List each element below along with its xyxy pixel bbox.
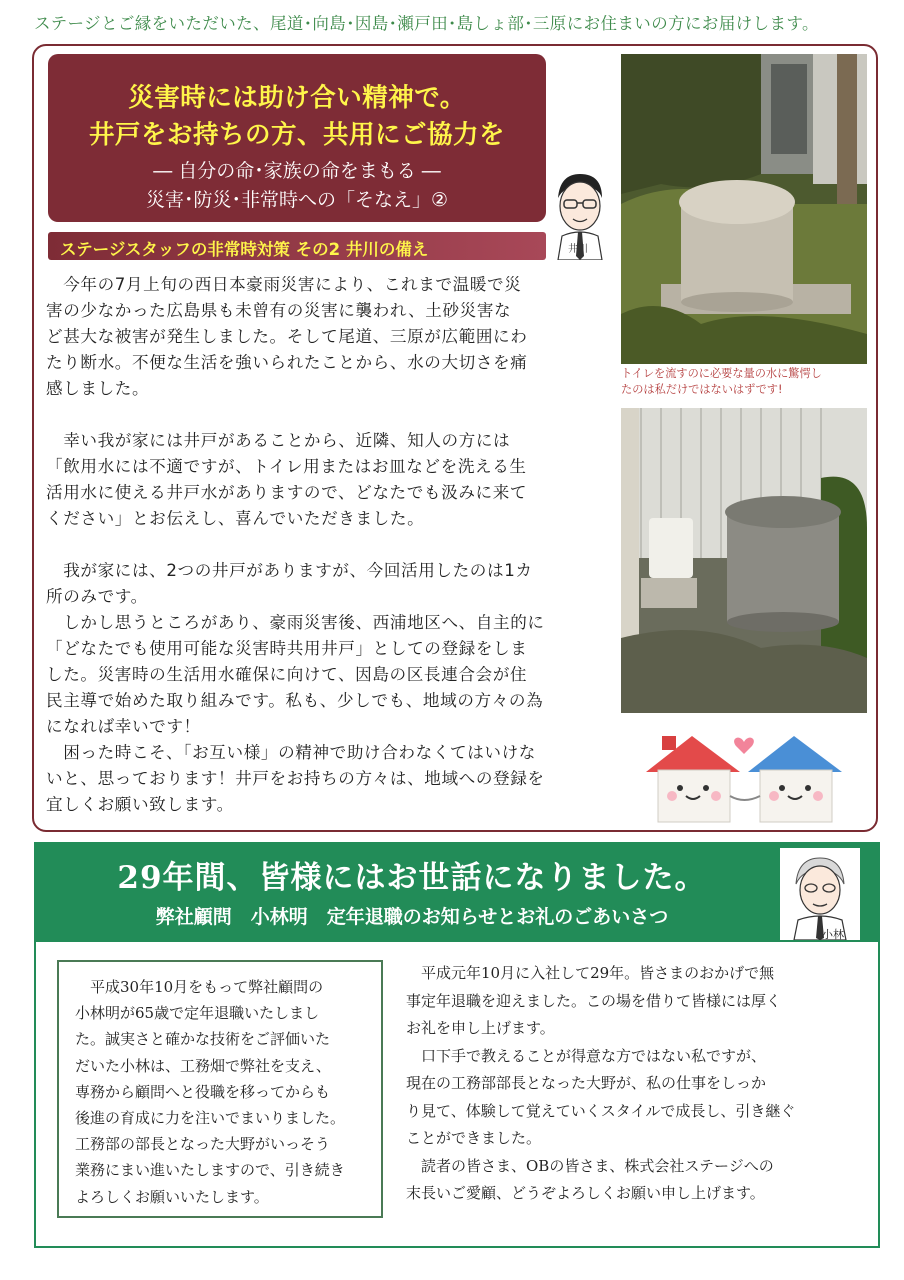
notice-line: た。誠実さと確かな技術をご評価いた xyxy=(75,1030,331,1049)
notice-line: 工務部の部長となった大野がいっそう xyxy=(75,1135,331,1154)
body-line: ください」とお伝えし、喜んでいただきました。 xyxy=(46,509,425,528)
well-photo-1 xyxy=(621,54,867,364)
well-photo-2 xyxy=(621,408,867,713)
body-line: 我が家には、2つの井戸がありますが、今回活用したのは1カ xyxy=(46,561,533,580)
message-line: 現在の工務部部長となった大野が、私の仕事をしっか xyxy=(406,1074,767,1092)
advisor-name-label: 小林 xyxy=(822,928,844,941)
body-line: たり断水。不便な生活を強いられたことから、水の大切さを痛 xyxy=(46,353,528,372)
notice-line: 後進の育成に力を注いでまいりました。 xyxy=(75,1109,346,1128)
headline-line1: 災害時には助け合い精神で。 xyxy=(128,83,466,113)
paragraph-gap xyxy=(46,532,608,558)
subhead-line1: ― 自分の命･家族の命をまもる ― xyxy=(153,160,441,182)
body-line: になれば幸いです！ xyxy=(46,717,201,736)
body-line: ど甚大な被害が発生しました。そして尾道、三原が広範囲にわ xyxy=(46,327,528,346)
body-line: いと、思っております！井戸をお持ちの方々は、地域への登録を xyxy=(46,769,545,788)
message-line: ことができました。 xyxy=(406,1129,542,1147)
notice-line: よろしくお願いいたします。 xyxy=(75,1187,269,1206)
body-line: しかし思うところがあり、豪雨災害後、西浦地区へ、自主的に xyxy=(46,613,545,632)
notice-line: 平成30年10月をもって弊社顧問の xyxy=(75,978,324,996)
message-line: 読者の皆さま、OBの皆さま、株式会社ステージへの xyxy=(406,1156,774,1175)
message-line: 末長いご愛顧、どうぞよろしくお願い申し上げます。 xyxy=(406,1184,765,1202)
photo-caption xyxy=(621,366,869,398)
retirement-subtitle: 弊社顧問 小林明 定年退職のお知らせとお礼のごあいさつ xyxy=(155,906,669,928)
advisor-portrait-illustration xyxy=(780,848,860,940)
section-title: ステージスタッフの非常時対策 その2 井川の備え xyxy=(60,240,429,259)
body-line: 活用水に使える井戸水がありますので、どなたでも汲みに来て xyxy=(46,483,528,502)
message-line: お礼を申し上げます。 xyxy=(406,1019,555,1037)
caption-line: たのは私だけではないはずです! xyxy=(621,383,783,396)
body-line: 所のみです。 xyxy=(46,587,148,606)
body-line: 「飲用水には不適ですが、トイレ用またはお皿などを洗える生 xyxy=(46,457,527,476)
caption-line: トイレを流すのに必要な量の水に驚愕し xyxy=(621,367,822,380)
retirement-title: 29年間、皆様にはお世話になりました。 xyxy=(117,860,707,896)
staff-name-label: 井川 xyxy=(568,244,588,255)
subhead-line2: 災害･防災･非常時への「そなえ」② xyxy=(145,189,449,211)
message-line: 口下手で教えることが得意な方ではない私ですが、 xyxy=(406,1046,767,1065)
notice-line: 業務にまい進いたしますので、引き続き xyxy=(75,1161,345,1180)
body-line: した。災害時の生活用水確保に向けて、因島の区長連合会が住 xyxy=(46,665,528,684)
headline-line2: 井戸をお持ちの方、共用にご協力を xyxy=(88,120,505,150)
paragraph-gap xyxy=(46,402,608,428)
body-line: 感しました。 xyxy=(46,379,150,398)
retirement-notice-box xyxy=(57,960,383,1218)
notice-line: 小林明が65歳で定年退職いたしまし xyxy=(75,1004,320,1023)
message-line: 事定年退職を迎えました。この場を借りて皆様には厚く xyxy=(406,991,782,1010)
body-line: 困った時こそ、「お互い様」の精神で助け合わなくてはいけな xyxy=(46,743,536,762)
message-line: り見て、体験して覚えていくスタイルで成長し、引き継ぐ xyxy=(406,1101,796,1120)
body-line: 「どなたでも使用可能な災害時共用井戸」としての登録をしま xyxy=(46,639,528,658)
body-line: 今年の7月上旬の西日本豪雨災害により、これまで温暖で災 xyxy=(46,275,522,294)
notice-line: 専務から顧問へと役職を移ってからも xyxy=(75,1082,331,1101)
notice-line: だいた小林は、工務畑で弊社を支え、 xyxy=(75,1056,331,1075)
houses-illustration xyxy=(640,730,860,826)
article-body xyxy=(46,272,608,818)
message-line: 平成元年10月に入社して29年。皆さまのおかげで無 xyxy=(406,964,775,982)
body-line: 害の少なかった広島県も未曾有の災害に襲われ、土砂災害な xyxy=(46,301,512,320)
header-tagline: ステージとご縁をいただいた、尾道･向島･因島･瀬戸田･島しょ部･三原にお住まいの方にお届けします。 xyxy=(34,14,819,33)
retirement-message xyxy=(406,960,866,1208)
body-line: 宜しくお願い致します。 xyxy=(46,795,234,814)
body-line: 幸い我が家には井戸があることから、近隣、知人の方には xyxy=(46,431,511,450)
body-line: 民主導で始めた取り組みです。私も、少しでも、地域の方々の為 xyxy=(46,691,544,710)
